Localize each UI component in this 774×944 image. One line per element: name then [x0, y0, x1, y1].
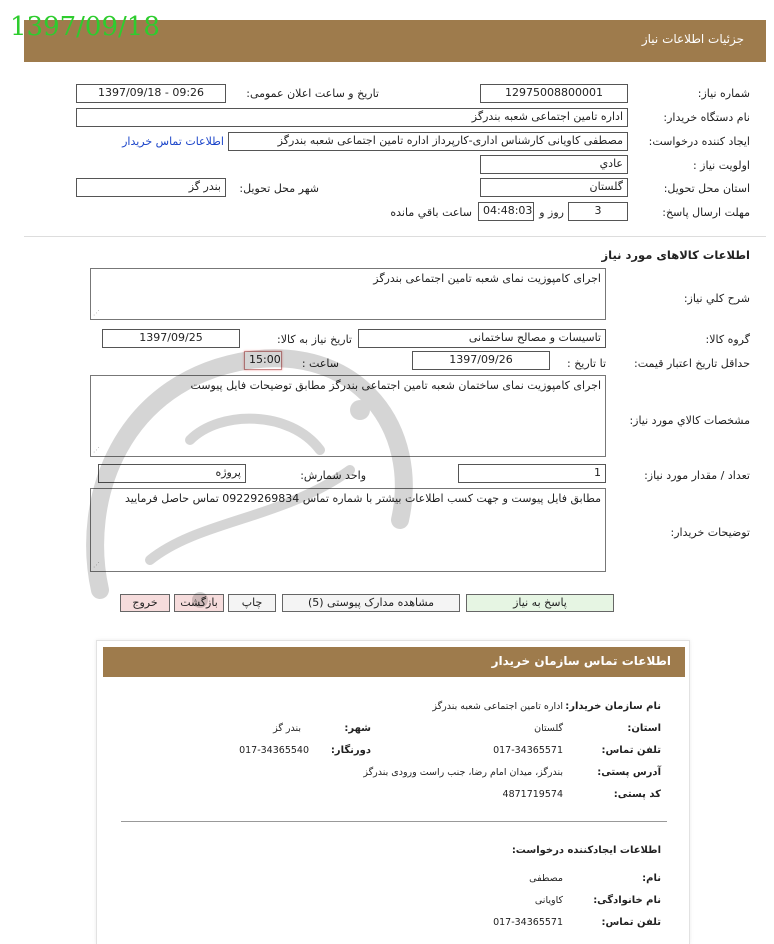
unit-field[interactable]: پروژه — [98, 464, 246, 483]
contact-city-label: شهر: — [344, 723, 371, 734]
until-date-label: تا تاریخ : — [567, 357, 606, 370]
contact-city-value: بندر گز — [273, 723, 301, 734]
contact-address-label: آدرس پستی: — [597, 767, 661, 778]
announce-date-field[interactable]: 1397/09/18 - 09:26 — [76, 84, 226, 103]
announce-date-label: تاریخ و ساعت اعلان عمومی: — [246, 87, 379, 100]
time-left-field[interactable]: 04:48:03 — [478, 202, 534, 221]
city-field[interactable]: بندر گز — [76, 178, 226, 197]
contact-postal-value: 4871719574 — [502, 789, 563, 800]
deadline-label: مهلت ارسال پاسخ: — [662, 206, 750, 219]
priority-field[interactable]: عادي — [480, 155, 628, 174]
goods-section-title: اطلاعات کالاهای مورد نیاز — [601, 248, 750, 262]
resize-grip-icon[interactable]: ⋰ — [93, 561, 100, 569]
contact-address-value: بندرگز، میدان امام رضا، جنب راست ورودی بندرگز — [363, 767, 563, 778]
validity-time-label: ساعت : — [301, 357, 339, 370]
buyer-contact-panel — [96, 640, 690, 944]
creator-field[interactable]: مصطفی کاویانی کارشناس اداری-کارپرداز اداره تامین اجتماعی شعبه بندرگز — [228, 132, 628, 151]
creator-family-value: کاویانی — [534, 895, 563, 906]
summary-textarea[interactable] — [90, 268, 606, 320]
until-date-field[interactable]: 1397/09/26 — [412, 351, 550, 370]
city-label: شهر محل تحویل: — [239, 182, 319, 195]
creator-family-label: نام خانوادگی: — [593, 895, 661, 906]
province-label: استان محل تحویل: — [663, 182, 750, 195]
specs-textarea[interactable] — [90, 375, 606, 457]
contact-panel-header — [103, 647, 685, 677]
buyer-org-field[interactable]: اداره تامین اجتماعی شعبه بندرگز — [76, 108, 628, 127]
creator-label: ایجاد کننده درخواست: — [648, 135, 750, 148]
contact-phone-label: تلفن تماس: — [601, 745, 661, 756]
contact-panel-title: اطلاعات تماس سازمان خریدار — [491, 654, 671, 668]
print-button[interactable]: چاپ — [228, 594, 276, 612]
contact-province-value: گلستان — [534, 723, 563, 734]
priority-label: اولویت نیاز : — [692, 159, 750, 172]
contact-fax-value: 017-34365540 — [239, 745, 309, 756]
page-title: جزئیات اطلاعات نیاز — [641, 32, 744, 46]
buyer-notes-textarea[interactable] — [90, 488, 606, 572]
resize-grip-icon[interactable]: ⋰ — [93, 309, 100, 317]
creator-phone-label: تلفن تماس: — [601, 917, 661, 928]
resize-grip-icon[interactable]: ⋰ — [93, 446, 100, 454]
creator-phone-value: 017-34365571 — [493, 917, 563, 928]
qty-label: تعداد / مقدار مورد نیاز: — [644, 469, 750, 482]
goods-group-label: گروه کالا: — [705, 333, 750, 346]
contact-fax-label: دورنگار: — [330, 745, 371, 756]
need-number-field[interactable]: 12975008800001 — [480, 84, 628, 103]
contact-org-label: نام سازمان خریدار: — [565, 701, 661, 712]
creator-name-value: مصطفی — [529, 873, 563, 884]
contact-divider — [121, 821, 667, 822]
specs-text: اجرای کامپوزیت نمای ساختمان شعبه تامین اجتماعی بندرگز مطابق توضیحات فایل پیوست — [190, 379, 601, 392]
validity-time-field[interactable]: 15:00 — [244, 351, 282, 370]
buyer-org-label: نام دستگاه خریدار: — [663, 111, 750, 124]
date-stamp: 1397/09/18 — [10, 12, 160, 42]
contact-postal-label: کد پستی: — [613, 789, 661, 800]
days-label: روز و — [539, 206, 564, 219]
need-date-field[interactable]: 1397/09/25 — [102, 329, 240, 348]
need-date-label: تاریخ نیاز به کالا: — [277, 333, 352, 346]
contact-org-value: اداره تامین اجتماعی شعبه بندرگز — [432, 701, 563, 712]
need-number-label: شماره نیاز: — [697, 87, 750, 100]
summary-label: شرح کلي نياز: — [683, 292, 750, 305]
summary-text: اجرای کامپوزیت نمای شعبه تامین اجتماعی بندرگز — [373, 272, 601, 285]
goods-group-field[interactable]: تاسیسات و مصالح ساختمانی — [358, 329, 606, 348]
creator-name-label: نام: — [642, 873, 661, 884]
specs-label: مشخصات کالاي مورد نياز: — [629, 414, 750, 427]
unit-label: واحد شمارش: — [300, 469, 366, 482]
divider — [24, 236, 766, 237]
buyer-contact-link[interactable]: اطلاعات تماس خریدار — [122, 135, 224, 148]
contact-province-label: استان: — [627, 723, 661, 734]
creator-section-title: اطلاعات ایجادکننده درخواست: — [511, 845, 661, 856]
province-field[interactable]: گلستان — [480, 178, 628, 197]
days-field[interactable]: 3 — [568, 202, 628, 221]
exit-button[interactable]: خروج — [120, 594, 170, 612]
min-validity-label: حداقل تاریخ اعتبار قیمت: — [634, 357, 750, 370]
back-button[interactable]: بازگشت — [174, 594, 224, 612]
time-left-label: ساعت باقي مانده — [390, 206, 472, 219]
buyer-notes-text: مطابق فایل پیوست و جهت کسب اطلاعات بیشتر با شماره تماس 09229269834 تماس حاصل فرمایید — [125, 492, 601, 505]
view-attachments-button[interactable]: مشاهده مدارک پیوستی (5) — [282, 594, 460, 612]
respond-button[interactable]: پاسخ به نیاز — [466, 594, 614, 612]
qty-field[interactable]: 1 — [458, 464, 606, 483]
buyer-notes-label: توضیحات خریدار: — [670, 526, 750, 539]
contact-phone-value: 017-34365571 — [493, 745, 563, 756]
